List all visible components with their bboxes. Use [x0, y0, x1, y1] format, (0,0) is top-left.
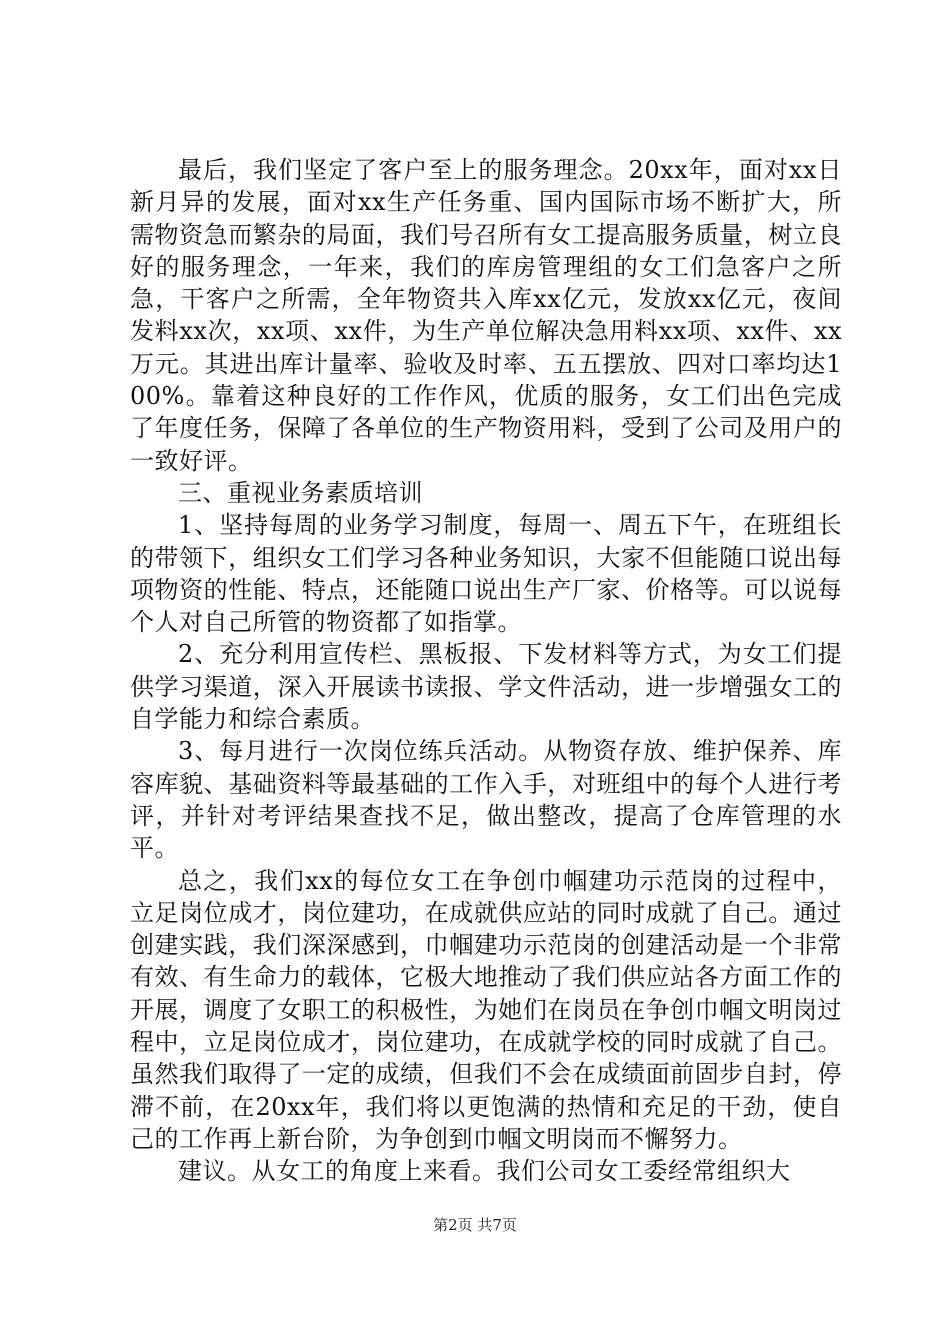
page-number-footer: 第2页 共7页 [433, 1216, 517, 1234]
section-heading-training: 三、重视业务素质培训 [178, 478, 423, 507]
paragraph-publicity-channels: 2、充分利用宣传栏、黑板报、下发材料等方式，为女工们提供学习渠道，深入开展读书读报、学文件活动，进一步增强女工的自学能力和综合素质。 [130, 640, 842, 734]
document-body [130, 154, 842, 1188]
paragraph-weekly-study: 1、坚持每周的业务学习制度，每周一、周五下午，在班组长的带领下，组织女工们学习各种业务知识，大家不但能随口说出每项物资的性能、特点，还能随口说出生产厂家、价格等。可以说每个人对自己所管的物资都了如指掌。 [130, 511, 842, 637]
paragraph-conclusion: 总之，我们xx的每位女工在争创巾帼建功示范岗的过程中，立足岗位成才，岗位建功，在成就供应站的同时成就了自己。通过创建实践，我们深深感到，巾帼建功示范岗的创建活动是一个非常有效、有生命力的载体，它极大地推动了我们供应站各方面工作的开展，调度了女职工的积极性，为她们在岗员在争创巾帼文明岗过程中，立足岗位成才，岗位建功，在成就学校的同时成就了自己。虽然我们取得了一定的成绩，但我们不会在成绩面前固步自封，停滞不前，在20xx年，我们将以更饱满的热情和充足的干劲，使自己的工作再上新台阶，为争创到巾帼文明岗而不懈努力。 [130, 866, 842, 1153]
paragraph-monthly-drill: 3、每月进行一次岗位练兵活动。从物资存放、维护保养、库容库貌、基础资料等最基础的工作入手，对班组中的每个人进行考评，并针对考评结果查找不足，做出整改，提高了仓库管理的水平。 [130, 737, 842, 863]
paragraph-service-philosophy: 最后，我们坚定了客户至上的服务理念。20xx年，面对xx日新月异的发展，面对xx生产任务重、国内国际市场不断扩大，所需物资急而繁杂的局面，我们号召所有女工提高服务质量，树立良好的服务理念，一年来，我们的库房管理组的女工们急客户之所急，干客户之所需，全年物资共入库xx亿元，发放xx亿元，夜间发料xx次，xx项、xx件，为生产单位解决急用料xx项、xx件、xx万元。其进出库计量率、验收及时率、五五摆放、四对口率均达100%。靠着这种良好的工作作风，优质的服务，女工们出色完成了年度任务，保障了各单位的生产物资用料，受到了公司及用户的一致好评。 [130, 156, 842, 475]
paragraph-suggestion: 建议。从女工的角度上来看。我们公司女工委经常组织大 [178, 1157, 791, 1186]
